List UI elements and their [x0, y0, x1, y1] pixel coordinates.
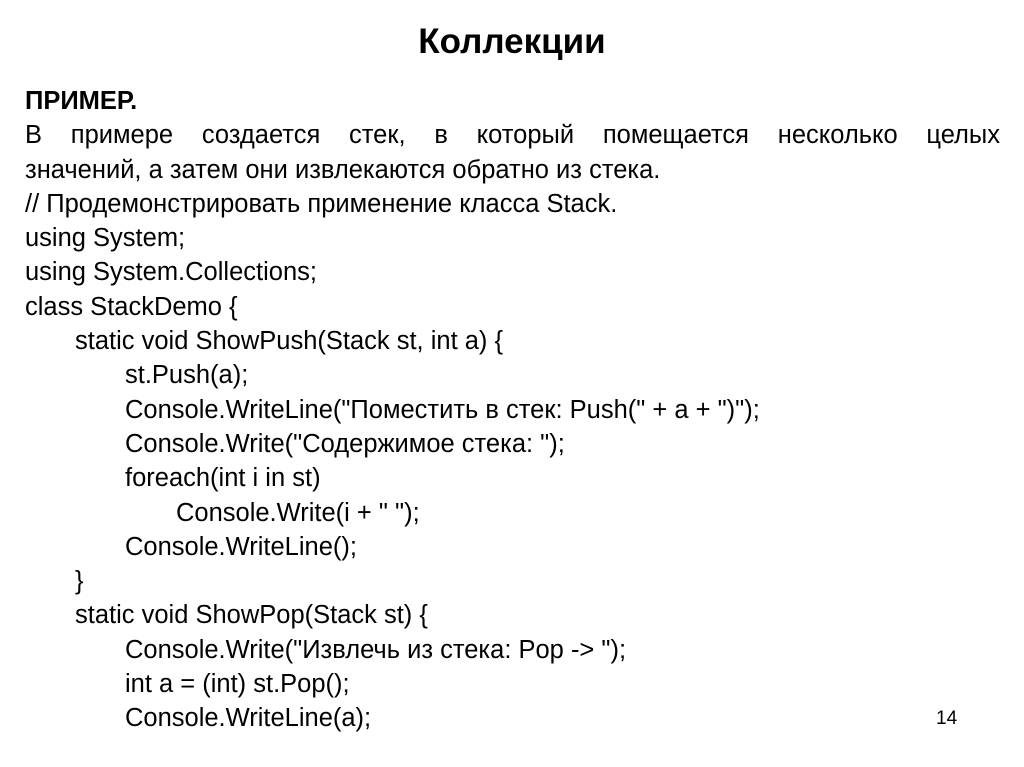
example-heading: ПРИМЕР.: [25, 87, 138, 115]
code-line: Console.Write(i + " ");: [176, 498, 420, 527]
code-line: class StackDemo {: [25, 292, 238, 321]
code-line: Console.WriteLine("Поместить в стек: Push(" + a + ")");: [125, 395, 760, 424]
code-line: Console.Write("Извлечь из стека: Pop -> ");: [125, 635, 627, 664]
code-line: Console.WriteLine(a);: [125, 704, 372, 733]
code-line: // Продемонстрировать применение класса Stack.: [25, 189, 618, 218]
code-line: Console.WriteLine();: [125, 532, 357, 561]
slide-title: Коллекции: [418, 22, 606, 61]
code-line: foreach(int i in st): [125, 464, 321, 493]
paragraph-line: В примере создается стек, в который помещается несколько целых: [25, 121, 1000, 150]
code-line: static void ShowPop(Stack st) {: [75, 601, 428, 630]
code-line: static void ShowPush(Stack st, int a) {: [75, 327, 504, 356]
code-line: Console.Write("Содержимое стека: ");: [125, 429, 565, 458]
page-number: 14: [936, 708, 958, 729]
code-line: int a = (int) st.Pop();: [125, 670, 350, 699]
slide-body: [25, 84, 1000, 736]
code-line: st.Push(a);: [125, 361, 249, 390]
code-line: using System;: [25, 224, 186, 253]
code-line: }: [75, 567, 84, 596]
paragraph-line: значений, а затем они извлекаются обратно из стека.: [25, 155, 661, 184]
code-line: using System.Collections;: [25, 258, 317, 287]
